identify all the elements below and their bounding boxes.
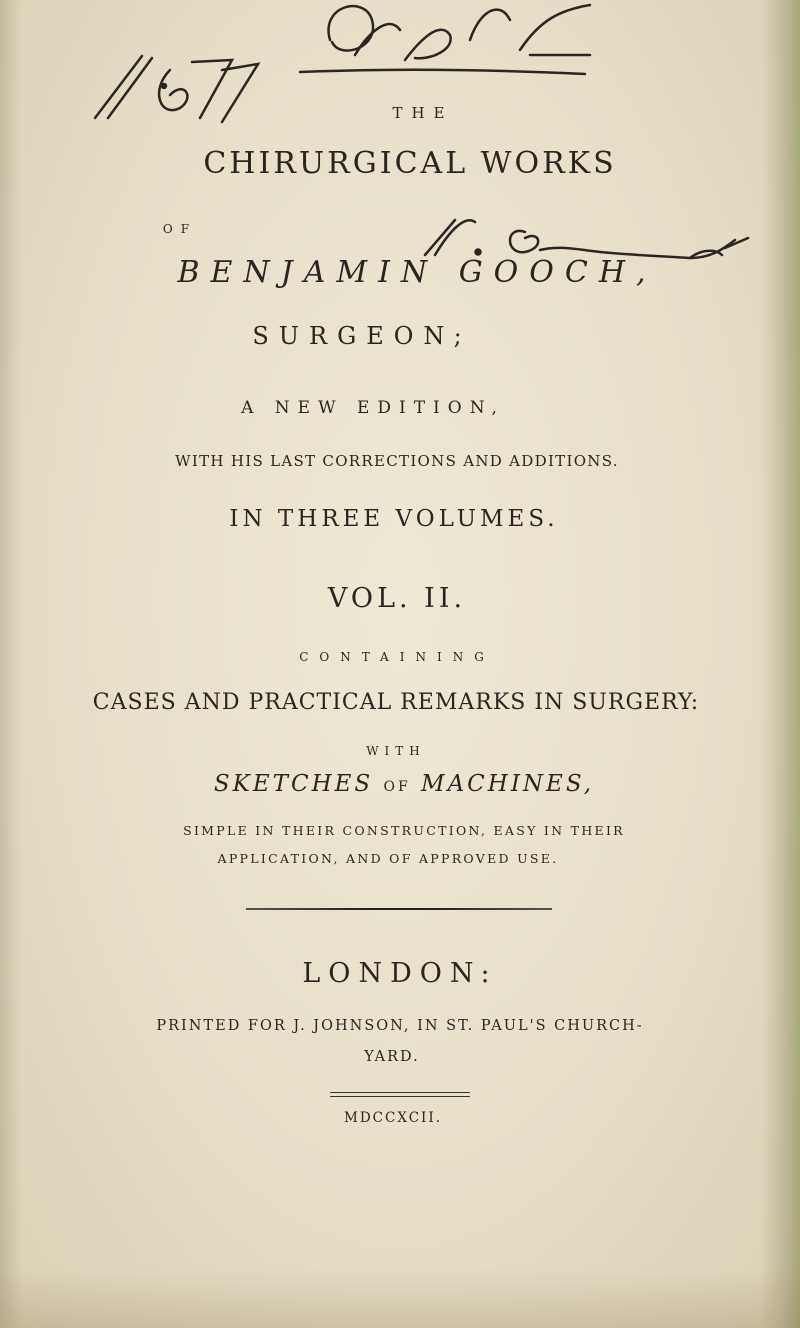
edition-statement: A NEW EDITION, xyxy=(241,398,505,418)
author-profession: SURGEON; xyxy=(252,322,472,350)
imprint-printer-line-1: PRINTED FOR J. JOHNSON, IN ST. PAUL'S CHURCH- xyxy=(156,1018,644,1034)
author-name: BENJAMIN GOOCH, xyxy=(177,255,657,290)
sketches-of: OF xyxy=(383,779,411,795)
decorative-rule xyxy=(246,908,552,910)
sketches-end: MACHINES, xyxy=(421,771,595,797)
corrections-statement: WITH HIS LAST CORRECTIONS AND ADDITIONS. xyxy=(175,452,619,470)
containing-label: CONTAINING xyxy=(299,650,495,664)
volume-number: VOL. II. xyxy=(327,583,467,614)
title-the: THE xyxy=(392,104,454,122)
title-works: CHIRURGICAL WORKS xyxy=(203,146,617,181)
double-rule xyxy=(330,1092,470,1097)
volumes-statement: IN THREE VOLUMES. xyxy=(229,506,559,532)
sketches-line xyxy=(4,771,800,797)
imprint-city: LONDON: xyxy=(302,958,498,989)
description-line-2: APPLICATION, AND OF APPROVED USE. xyxy=(217,851,559,866)
imprint-printer-line-2: YARD. xyxy=(364,1049,420,1065)
description-line-1: SIMPLE IN THEIR CONSTRUCTION, EASY IN THEIR xyxy=(183,823,625,838)
imprint-date: MDCCXCII. xyxy=(344,1110,442,1126)
with-label: WITH xyxy=(366,744,426,758)
sketches-main: SKETCHES xyxy=(213,771,374,797)
title-of: OF xyxy=(162,222,198,236)
contents-statement: CASES AND PRACTICAL REMARKS IN SURGERY: xyxy=(92,690,700,715)
